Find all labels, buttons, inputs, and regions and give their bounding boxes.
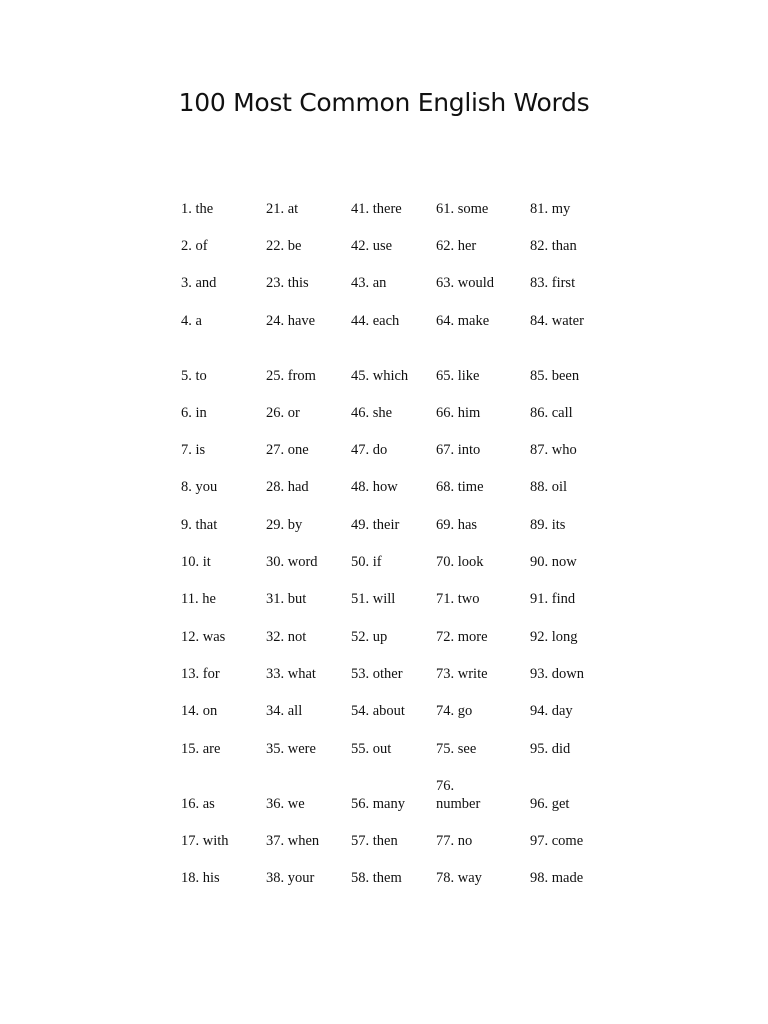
word-entry: 44. each — [351, 312, 400, 329]
word-entry: 12. was — [181, 628, 226, 645]
page-title: 100 Most Common English Words — [178, 88, 590, 117]
word-entry: 23. this — [266, 275, 309, 292]
word-entry: 91. find — [530, 591, 576, 608]
word-entry: 11. he — [181, 591, 216, 608]
word-entry: 51. will — [351, 591, 396, 608]
word-entry: 26. or — [266, 404, 300, 421]
word-entry: 73. write — [436, 665, 488, 682]
word-entry: 42. use — [351, 237, 393, 254]
word-entry: 97. come — [530, 832, 584, 849]
word-entry: 36. we — [266, 796, 305, 813]
word-entry: 15. are — [181, 740, 221, 757]
word-entry: 53. other — [351, 665, 403, 682]
word-entry: 3. and — [181, 275, 217, 292]
word-entry: 78. way — [436, 870, 482, 887]
word-entry: 34. all — [266, 703, 303, 720]
word-entry: 69. has — [436, 516, 478, 533]
word-entry: 70. look — [436, 554, 484, 571]
word-entry: 38. your — [266, 870, 315, 887]
word-entry: 4. a — [181, 312, 202, 329]
word-entry: 55. out — [351, 740, 392, 757]
word-entry: 54. about — [351, 703, 405, 720]
word-entry: 87. who — [530, 442, 577, 459]
word-entry: 25. from — [266, 368, 316, 385]
word-entry: 37. when — [266, 832, 320, 849]
word-entry: 72. more — [436, 628, 488, 645]
word-entry: 95. did — [530, 740, 571, 757]
word-entry: 64. make — [436, 312, 490, 329]
word-entry: 10. it — [181, 554, 211, 571]
word-entry: 98. made — [530, 870, 584, 887]
word-entry: 52. up — [351, 628, 388, 645]
word-entry: 76. number — [436, 778, 481, 813]
word-entry: 31. but — [266, 591, 307, 608]
word-entry: 63. would — [436, 275, 494, 292]
word-entry: 35. were — [266, 740, 316, 757]
word-entry: 66. him — [436, 404, 481, 421]
word-entry: 41. there — [351, 200, 402, 217]
word-entry: 96. get — [530, 796, 570, 813]
word-entry: 29. by — [266, 516, 303, 533]
word-entry: 33. what — [266, 665, 316, 682]
word-entry: 49. their — [351, 516, 400, 533]
word-entry: 6. in — [181, 404, 207, 421]
word-entry: 43. an — [351, 275, 387, 292]
word-entry: 2. of — [181, 237, 208, 254]
word-entry: 22. be — [266, 237, 302, 254]
word-entry: 48. how — [351, 479, 398, 496]
word-entry: 83. first — [530, 275, 576, 292]
word-table — [181, 190, 600, 897]
word-entry: 30. word — [266, 554, 318, 571]
word-entry: 74. go — [436, 703, 473, 720]
word-entry: 18. his — [181, 870, 220, 887]
word-entry: 84. water — [530, 312, 584, 329]
word-entry: 1. the — [181, 200, 214, 217]
word-entry: 50. if — [351, 554, 382, 571]
word-entry: 61. some — [436, 200, 489, 217]
word-entry: 71. two — [436, 591, 480, 608]
word-entry: 8. you — [181, 479, 218, 496]
word-entry: 47. do — [351, 442, 388, 459]
word-entry: 56. many — [351, 796, 405, 813]
word-entry: 93. down — [530, 665, 584, 682]
word-entry: 27. one — [266, 442, 309, 459]
word-entry: 14. on — [181, 703, 218, 720]
word-entry: 58. them — [351, 870, 402, 887]
word-entry: 85. been — [530, 368, 580, 385]
word-entry: 68. time — [436, 479, 484, 496]
word-entry: 65. like — [436, 368, 480, 385]
word-entry: 86. call — [530, 404, 573, 421]
word-entry: 46. she — [351, 404, 393, 421]
word-entry: 45. which — [351, 368, 409, 385]
word-entry: 90. now — [530, 554, 577, 571]
word-entry: 24. have — [266, 312, 316, 329]
word-entry: 75. see — [436, 740, 477, 757]
word-entry: 7. is — [181, 442, 206, 459]
word-entry: 16. as — [181, 796, 215, 813]
word-entry: 57. then — [351, 832, 398, 849]
word-entry: 88. oil — [530, 479, 568, 496]
word-entry: 89. its — [530, 516, 566, 533]
word-entry: 94. day — [530, 703, 573, 720]
word-entry: 62. her — [436, 237, 477, 254]
word-entry: 17. with — [181, 832, 229, 849]
word-entry: 21. at — [266, 200, 299, 217]
word-entry: 13. for — [181, 665, 220, 682]
word-entry: 28. had — [266, 479, 309, 496]
word-entry: 77. no — [436, 832, 473, 849]
word-entry: 82. than — [530, 237, 577, 254]
word-entry: 67. into — [436, 442, 481, 459]
word-entry: 32. not — [266, 628, 307, 645]
word-entry: 9. that — [181, 516, 218, 533]
word-entry: 92. long — [530, 628, 578, 645]
word-entry: 5. to — [181, 368, 207, 385]
word-entry: 81. my — [530, 200, 571, 217]
